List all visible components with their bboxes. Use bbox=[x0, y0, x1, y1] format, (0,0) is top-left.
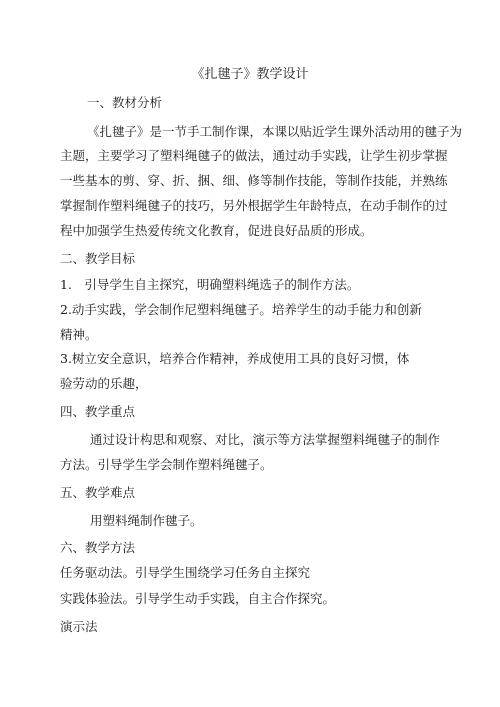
paragraph-line: 主题，主要学习了塑料绳毽子的做法，通过动手实践，让学生初步掌握 bbox=[60, 148, 448, 163]
section-heading-5: 五、教学难点 bbox=[60, 485, 136, 500]
paragraph-line: 《扎毽子》是一节手工制作课，本课以贴近学生课外活动用的毽子为 bbox=[87, 124, 463, 139]
paragraph-line: 用塑料绳制作毽子。 bbox=[90, 513, 203, 528]
section-heading-2: 二、教学目标 bbox=[60, 251, 136, 266]
list-item: 1. 引导学生自主探究，明确塑料绳选子的制作方法。 bbox=[60, 277, 360, 292]
paragraph-line: 一些基本的剪、穿、折、捆、细、修等制作技能，等制作技能，并熟练 bbox=[60, 173, 448, 188]
section-heading-1: 一、教材分析 bbox=[87, 95, 163, 110]
section-heading-4: 四、教学重点 bbox=[60, 404, 136, 419]
paragraph-line: 方法。引导学生学会制作塑料绳毽子。 bbox=[60, 457, 273, 472]
list-item: 2.动手实践，学会制作尼塑料绳毽子。培养学生的动手能力和创新 bbox=[60, 302, 422, 317]
paragraph-line: 实践体验法。引导学生动手实践，自主合作探究。 bbox=[60, 591, 336, 606]
document-title: 《扎毽子》教学设计 bbox=[191, 67, 309, 82]
paragraph-line: 通过设计构思和观察、对比，演示等方法掌握塑料绳毽子的制作 bbox=[90, 432, 441, 447]
section-heading-6: 六、教学方法 bbox=[60, 540, 136, 555]
paragraph-line: 程中加强学生热爱传统文化教育，促进良好品质的形成。 bbox=[60, 223, 373, 238]
list-item: 3.树立安全意识，培养合作精神，养成使用工具的良好习惯，体 bbox=[60, 351, 410, 366]
list-item-continuation: 精神。 bbox=[60, 327, 98, 342]
paragraph-line: 任务驱动法。引导学生围绕学习任务自主探究 bbox=[60, 565, 311, 580]
paragraph-line: 演示法 bbox=[60, 619, 98, 634]
paragraph-line: 掌握制作塑料绳毽子的技巧，另外根据学生年龄特点，在动手制作的过 bbox=[60, 198, 448, 213]
list-item-continuation: 验劳动的乐趣， bbox=[60, 376, 148, 391]
